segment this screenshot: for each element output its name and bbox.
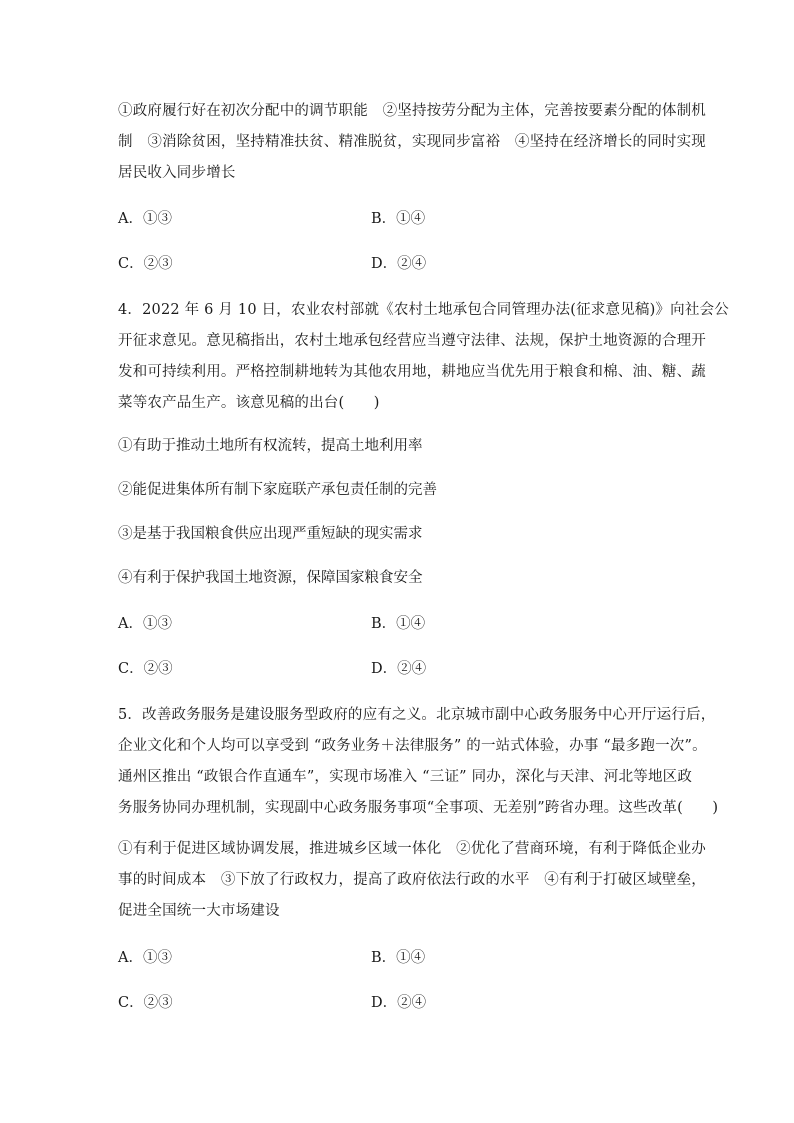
q5-stem-line: 务服务协同办理机制，实现副中心政务服务事项“全事项、无差别”跨省办理。这些改革( ) bbox=[118, 800, 719, 816]
q4-statement-1: ①有助于推动土地所有权流转，提高土地利用率 bbox=[118, 438, 423, 454]
q3-statements bbox=[118, 96, 706, 189]
q4-statement-1-row bbox=[118, 436, 680, 456]
q5-statements bbox=[118, 834, 706, 927]
q4-option-a[interactable]: A．①③ bbox=[118, 616, 172, 632]
q5-options-row-2 bbox=[118, 993, 680, 1013]
q3-option-b[interactable]: B．①④ bbox=[371, 211, 426, 227]
q3-options-row-1 bbox=[118, 209, 680, 229]
q5-stem-line: 企业文化和个人均可以享受到 “政务业务＋法律服务” 的一站式体验，办事 “最多跑一次”。 bbox=[118, 738, 707, 754]
q5-options-row-1 bbox=[118, 948, 680, 968]
q4-option-c[interactable]: C．②③ bbox=[118, 661, 173, 677]
q5-option-d[interactable]: D．②④ bbox=[371, 995, 427, 1011]
q5-stem-line: 通州区推出 “政银合作直通车”，实现市场准入 “三证” 同办，深化与天津、河北等地区政 bbox=[118, 769, 693, 785]
q4-stem-line: 开征求意见。意见稿指出，农村土地承包经营应当遵守法律、法规，保护土地资源的合理开 bbox=[118, 333, 706, 349]
q4-stem-line: 发和可持续利用。严格控制耕地转为其他农用地，耕地应当优先用于粮食和棉、油、糖、蔬 bbox=[118, 364, 706, 380]
q3-option-c[interactable]: C．②③ bbox=[118, 256, 173, 272]
q3-option-d[interactable]: D．②④ bbox=[371, 256, 427, 272]
q5-stem-line: 5．改善政务服务是建设服务型政府的应有之义。北京城市副中心政务服务中心开厅运行后， bbox=[118, 707, 716, 723]
q4-stem bbox=[118, 295, 729, 419]
q4-statement-3-row bbox=[118, 524, 680, 544]
q4-stem-line: 菜等农产品生产。该意见稿的出台( ) bbox=[118, 395, 380, 411]
q3-statement-line: ①政府履行好在初次分配中的调节职能 ②坚持按劳分配为主体，完善按要素分配的体制机 bbox=[118, 103, 706, 119]
q4-option-d[interactable]: D．②④ bbox=[371, 661, 427, 677]
q5-statement-line: 事的时间成本 ③下放了行政权力，提高了政府依法行政的水平 ④有利于打破区域壁垒， bbox=[118, 872, 706, 888]
q4-option-b[interactable]: B．①④ bbox=[371, 616, 426, 632]
q4-statement-2-row bbox=[118, 480, 680, 500]
q4-options-row-2 bbox=[118, 659, 680, 679]
q5-option-b[interactable]: B．①④ bbox=[371, 950, 426, 966]
q4-statement-4-row bbox=[118, 568, 680, 588]
q4-statement-4: ④有利于保护我国土地资源，保障国家粮食安全 bbox=[118, 570, 423, 586]
q4-statement-3: ③是基于我国粮食供应出现严重短缺的现实需求 bbox=[118, 526, 423, 542]
q3-statement-line: 制 ③消除贫困，坚持精准扶贫、精准脱贫，实现同步富裕 ④坚持在经济增长的同时实现 bbox=[118, 134, 706, 150]
q3-statement-line: 居民收入同步增长 bbox=[118, 165, 236, 181]
q3-option-a[interactable]: A．①③ bbox=[118, 211, 172, 227]
q5-stem bbox=[118, 700, 719, 824]
q4-options-row-1 bbox=[118, 614, 680, 634]
q5-option-c[interactable]: C．②③ bbox=[118, 995, 173, 1011]
q3-options-row-2 bbox=[118, 254, 680, 274]
q5-option-a[interactable]: A．①③ bbox=[118, 950, 172, 966]
q4-statement-2: ②能促进集体所有制下家庭联产承包责任制的完善 bbox=[118, 482, 437, 498]
q4-stem-line: 4．2022 年 6 月 10 日，农业农村部就《农村土地承包合同管理办法(征求意见稿)》向社会公 bbox=[118, 302, 729, 318]
q5-statement-line: ①有利于促进区域协调发展，推进城乡区域一体化 ②优化了营商环境，有利于降低企业办 bbox=[118, 841, 706, 857]
q5-statement-line: 促进全国统一大市场建设 bbox=[118, 903, 280, 919]
